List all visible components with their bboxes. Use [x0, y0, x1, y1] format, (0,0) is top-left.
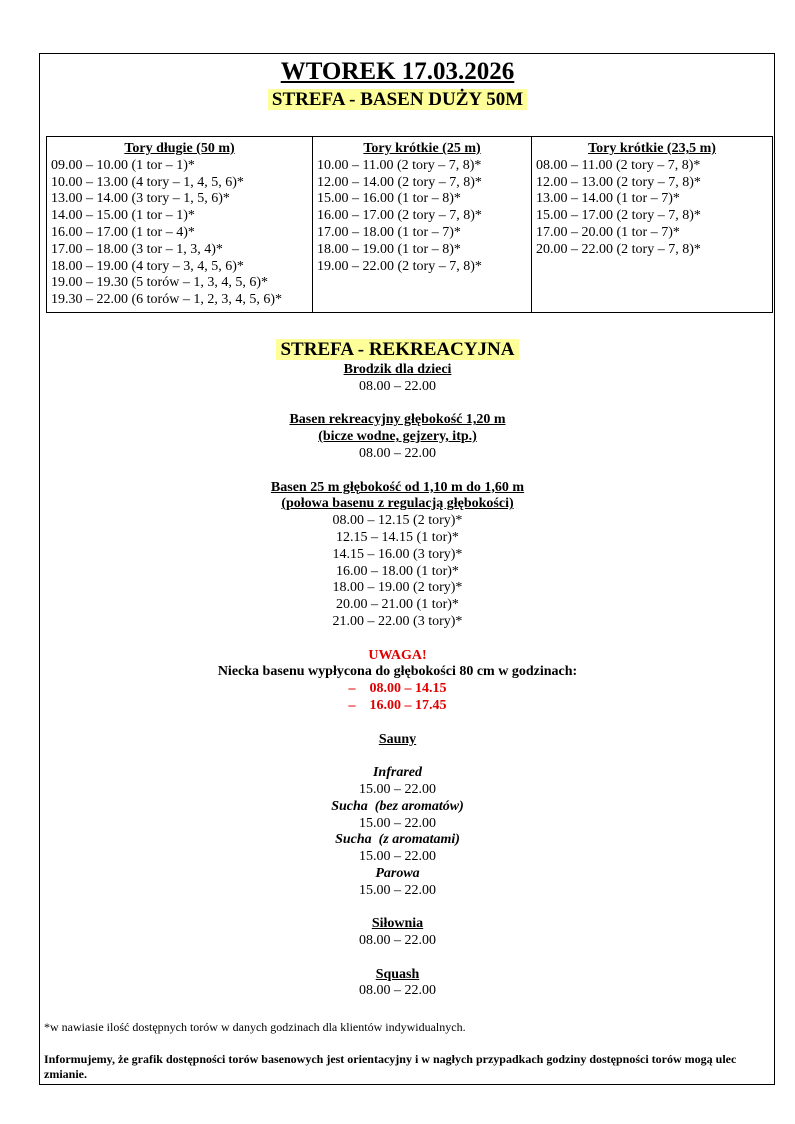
lane-column-long [47, 137, 313, 313]
sauna-name: Infrared [372, 765, 422, 781]
sauna-name: Parowa [375, 865, 420, 881]
lane-entry: 17.00 – 18.00 (3 tor – 1, 3, 4)* [51, 241, 223, 257]
sauna-name: Sucha (z aromatami) [335, 832, 460, 848]
lane-schedule-table [46, 136, 773, 313]
sauna-hours: 15.00 – 22.00 [359, 815, 436, 831]
rec-pool-hours: 08.00 – 22.00 [359, 445, 436, 461]
warning-label: UWAGA! [368, 647, 427, 663]
zone-title-recreation [0, 338, 795, 362]
lane-entry: 13.00 – 14.00 (1 tor – 7)* [536, 191, 680, 207]
kids-pool-title: Brodzik dla dzieci [343, 362, 452, 377]
zone-title-big-pool [0, 89, 795, 111]
lane-entry: 10.00 – 13.00 (4 tory – 1, 4, 5, 6)* [51, 174, 244, 190]
pool25-entry: 21.00 – 22.00 (3 tory)* [332, 613, 463, 629]
pool25-subtitle: (połowa basenu z regulacją głębokości) [281, 496, 514, 512]
sauna-hours: 15.00 – 22.00 [359, 849, 436, 865]
page-title: WTOREK 17.03.2026 [280, 58, 515, 85]
lane-entry: 15.00 – 16.00 (1 tor – 8)* [317, 191, 461, 207]
gym-title: Siłownia [371, 916, 424, 932]
lane-entry: 19.00 – 22.00 (2 tory – 7, 8)* [317, 258, 482, 274]
lane-column-short-25 [313, 137, 532, 313]
lane-entry: 18.00 – 19.00 (4 tory – 3, 4, 5, 6)* [51, 258, 244, 274]
pool25-entry: 18.00 – 19.00 (2 tory)* [332, 580, 463, 596]
sauna-name: Sucha (bez aromatów) [331, 798, 464, 814]
lane-entry: 12.00 – 14.00 (2 tory – 7, 8)* [317, 174, 482, 190]
lane-entry: 19.30 – 22.00 (6 torów – 1, 2, 3, 4, 5, 6)* [51, 292, 282, 308]
pool25-entry: 12.15 – 14.15 (1 tor)* [336, 529, 459, 545]
pool25-entry: 08.00 – 12.15 (2 tory)* [332, 513, 463, 529]
warning-time: – 16.00 – 17.45 [348, 697, 447, 713]
lane-entry: 12.00 – 13.00 (2 tory – 7, 8)* [536, 174, 701, 190]
lane-entry: 18.00 – 19.00 (1 tor – 8)* [317, 241, 461, 257]
sauna-hours: 15.00 – 22.00 [359, 781, 436, 797]
lane-entry: 19.00 – 19.30 (5 torów – 1, 3, 4, 5, 6)* [51, 275, 268, 291]
squash-title: Squash [375, 966, 420, 982]
lane-entry: 17.00 – 18.00 (1 tor – 7)* [317, 224, 461, 240]
lane-entry: 20.00 – 22.00 (2 tory – 7, 8)* [536, 241, 701, 257]
lane-entry: 17.00 – 20.00 (1 tor – 7)* [536, 224, 680, 240]
zone-title-big-pool-text: STREFA - BASEN DUŻY 50M [268, 89, 527, 110]
lane-entry: 16.00 – 17.00 (2 tory – 7, 8)* [317, 208, 482, 224]
lane-column-heading: Tory krótkie (25 m) [363, 141, 481, 156]
zone-title-recreation-text: STREFA - REKREACYJNA [276, 339, 518, 360]
squash-hours: 08.00 – 22.00 [359, 983, 436, 999]
lane-column-heading: Tory krótkie (23,5 m) [588, 141, 716, 156]
pool25-entry: 14.15 – 16.00 (3 tory)* [332, 546, 463, 562]
gym-hours: 08.00 – 22.00 [359, 933, 436, 949]
rec-pool-subtitle: (bicze wodne, gejzery, itp.) [318, 429, 477, 445]
lane-column-short-23-5 [532, 137, 773, 313]
pool25-entry: 16.00 – 18.00 (1 tor)* [336, 563, 459, 579]
disclaimer: Informujemy, że grafik dostępności torów basenowych jest orientacyjny i w nagłych przypadkach godziny dostępności torów mogą ulec zmianie. [44, 1052, 737, 1081]
lane-column-heading: Tory długie (50 m) [124, 141, 235, 156]
footnote: *w nawiasie ilość dostępnych torów w danych godzinach dla klientów indywidualnych. [44, 1020, 466, 1034]
pool25-entry: 20.00 – 21.00 (1 tor)* [336, 597, 459, 613]
lane-entry: 08.00 – 11.00 (2 tory – 7, 8)* [536, 157, 701, 173]
recreation-section [0, 362, 795, 1000]
kids-pool-hours: 08.00 – 22.00 [359, 378, 436, 394]
lane-entry: 16.00 – 17.00 (1 tor – 4)* [51, 224, 195, 240]
warning-time: – 08.00 – 14.15 [348, 681, 447, 697]
sauna-hours: 15.00 – 22.00 [359, 882, 436, 898]
warning-text: Niecka basenu wypłycona do głębokości 80 cm w godzinach: [217, 664, 578, 680]
lane-entry: 10.00 – 11.00 (2 tory – 7, 8)* [317, 157, 482, 173]
saunas-title: Sauny [378, 731, 417, 747]
lane-entry: 09.00 – 10.00 (1 tor – 1)* [51, 157, 195, 173]
lane-entry: 13.00 – 14.00 (3 tory – 1, 5, 6)* [51, 191, 230, 207]
pool25-title: Basen 25 m głębokość od 1,10 m do 1,60 m [270, 479, 525, 495]
rec-pool-title: Basen rekreacyjny głębokość 1,20 m [289, 412, 506, 428]
lane-entry: 14.00 – 15.00 (1 tor – 1)* [51, 208, 195, 224]
lane-entry: 15.00 – 17.00 (2 tory – 7, 8)* [536, 208, 701, 224]
